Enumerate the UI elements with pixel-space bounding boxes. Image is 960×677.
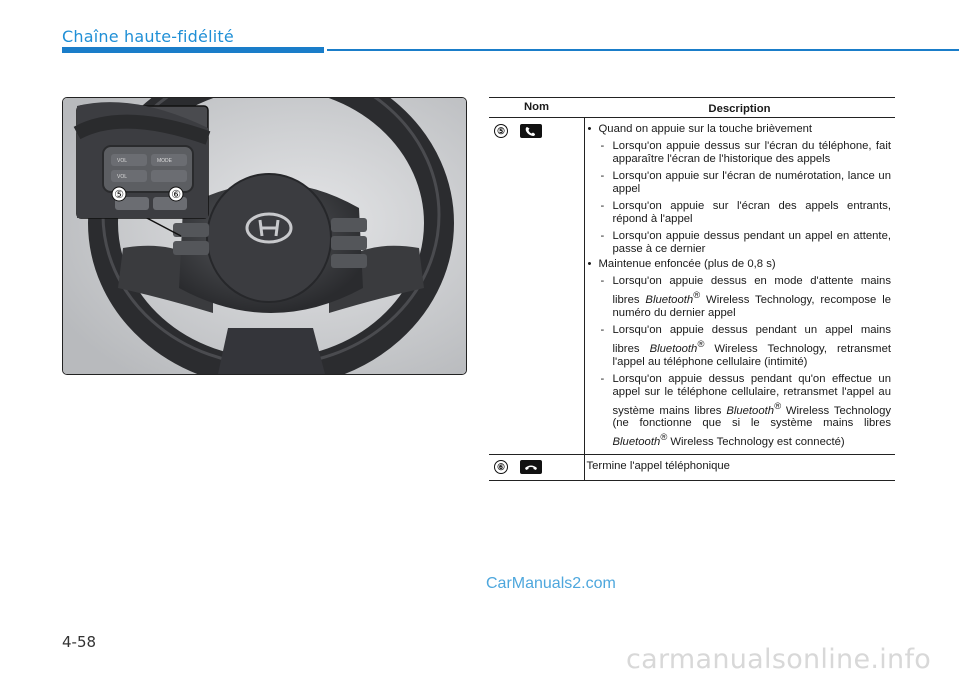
phone-call-icon <box>520 124 542 138</box>
header-description: Description <box>708 103 771 115</box>
page-number: 4-58 <box>62 633 97 651</box>
callout-6: ⑥ <box>171 188 181 201</box>
end-call-icon <box>520 460 542 474</box>
inset-label-vol: VOL <box>117 158 128 164</box>
section-rule-thick <box>62 47 324 53</box>
steering-wheel-illustration <box>63 98 466 374</box>
callout-5: ⑤ <box>114 188 124 201</box>
section-title: Chaîne haute-fidélité <box>62 27 234 46</box>
dash-item: - Lorsqu'on appuie dessus pendant un appel mains libres Bluetooth® Wireless Technology, retransmet l'appel au téléphone cellulaire (intimité) <box>587 324 894 369</box>
dash-item: - Lorsqu'on appuie dessus pendant un appel en attente, passe à ce dernier <box>587 230 894 256</box>
dash-item: - Lorsqu'on appuie sur l'écran des appels entrants, répond à l'appel <box>587 200 894 226</box>
row-6-description: Termine l'appel téléphonique <box>586 460 730 473</box>
controls-table <box>489 97 895 481</box>
carmanuals-watermark: CarManuals2.com <box>486 575 616 592</box>
row-5-name <box>489 118 584 455</box>
row-6-name <box>489 455 584 481</box>
row-5-description <box>584 118 895 455</box>
steering-wheel-figure <box>62 97 467 375</box>
dash-item: - Lorsqu'on appuie sur l'écran de numérotation, lance un appel <box>587 170 894 196</box>
number-6: ⑥ <box>494 460 508 474</box>
bullet-long-press: • Maintenue enfoncée (plus de 0,8 s) <box>587 258 894 271</box>
airbag-cover <box>207 174 331 302</box>
table-row <box>489 118 895 455</box>
section-rule-thin <box>327 49 959 51</box>
header-name: Nom <box>523 101 550 113</box>
number-5: ⑤ <box>494 124 508 138</box>
dash-item: - Lorsqu'on appuie dessus pendant qu'on effectue un appel sur le téléphone cellulaire, retransmet l'appel au système mains libres Bluetooth® Wireless Technology (ne fonctionne que si le système mains libres Bluetooth® Wireless Technology est connecté) <box>587 373 894 450</box>
footer-watermark: carmanualsonline.info <box>626 644 932 675</box>
inset-label-vol-2: VOL <box>117 174 128 180</box>
inset-label-mode: MODE <box>157 158 172 164</box>
table-header-row <box>489 98 895 118</box>
dash-item: - Lorsqu'on appuie dessus en mode d'attente mains libres Bluetooth® Wireless Technology, recompose le numéro du dernier appel <box>587 275 894 320</box>
table-row <box>489 455 895 481</box>
bullet-short-press: • Quand on appuie sur la touche brièvement <box>587 123 894 136</box>
dash-item: - Lorsqu'on appuie dessus sur l'écran du téléphone, fait apparaître l'écran de l'historique des appels <box>587 140 894 166</box>
